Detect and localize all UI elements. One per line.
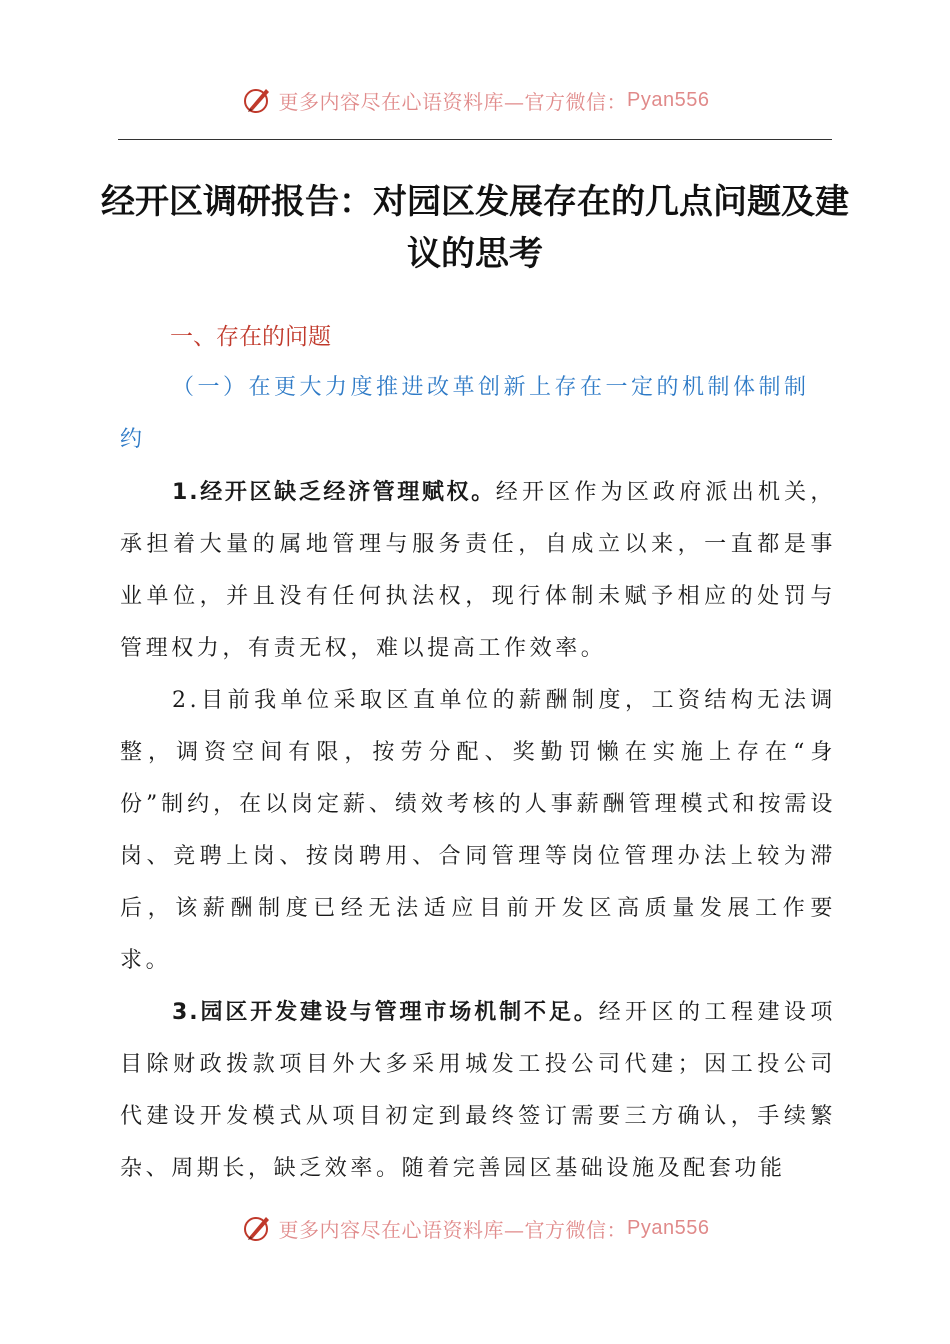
watermark-text: 更多内容尽在心语资料库—官方微信： (278, 89, 628, 114)
paragraph-2 (120, 675, 836, 987)
header-divider (118, 139, 832, 140)
pen-logo-icon (241, 1212, 273, 1244)
watermark-text: 更多内容尽在心语资料库—官方微信： (278, 1217, 628, 1242)
watermark-banner-bottom (0, 1212, 950, 1244)
section-heading: 一、存在的问题 (170, 324, 331, 350)
watermark-handle: Pyan556 (627, 88, 710, 111)
pen-logo-icon (241, 84, 273, 116)
paragraph-1-lead: 1.经开区缺乏经济管理赋权。 (172, 480, 496, 505)
watermark-banner-top (0, 84, 950, 116)
paragraph-3-body: 经开区的工程建设项目除财政拨款项目外大多采用城发工投公司代建；因工投公司代建设开发模式从项目初定到最终签订需要三方确认，手续繁杂、周期长，缺乏效率。随着完善园区基础设施及配套功能 (120, 1000, 836, 1181)
subsection-heading: （一）在更大力度推进改革创新上存在一定的机制体制制约 (120, 375, 810, 452)
paragraph-3-lead: 3.园区开发建设与管理市场机制不足。 (172, 1000, 599, 1025)
paragraph-2-body: 2.目前我单位采取区直单位的薪酬制度，工资结构无法调整，调资空间有限，按劳分配、奖勤罚懒在实施上存在“身份”制约，在以岗定薪、绩效考核的人事薪酬管理模式和按需设岗、竞聘上岗、按岗聘用、合同管理等岗位管理办法上较为滞后，该薪酬制度已经无法适应目前开发区高质量发展工作要求。 (120, 688, 836, 973)
paragraph-1-body: 经开区作为区政府派出机关，承担着大量的属地管理与服务责任，自成立以来，一直都是事业单位，并且没有任何执法权，现行体制未赋予相应的处罚与管理权力，有责无权，难以提高工作效率。 (120, 480, 836, 661)
paragraph-1 (120, 467, 836, 675)
paragraph-3 (120, 987, 836, 1195)
watermark-handle: Pyan556 (627, 1216, 710, 1239)
document-title: 经开区调研报告：对园区发展存在的几点问题及建议的思考 (101, 182, 849, 274)
